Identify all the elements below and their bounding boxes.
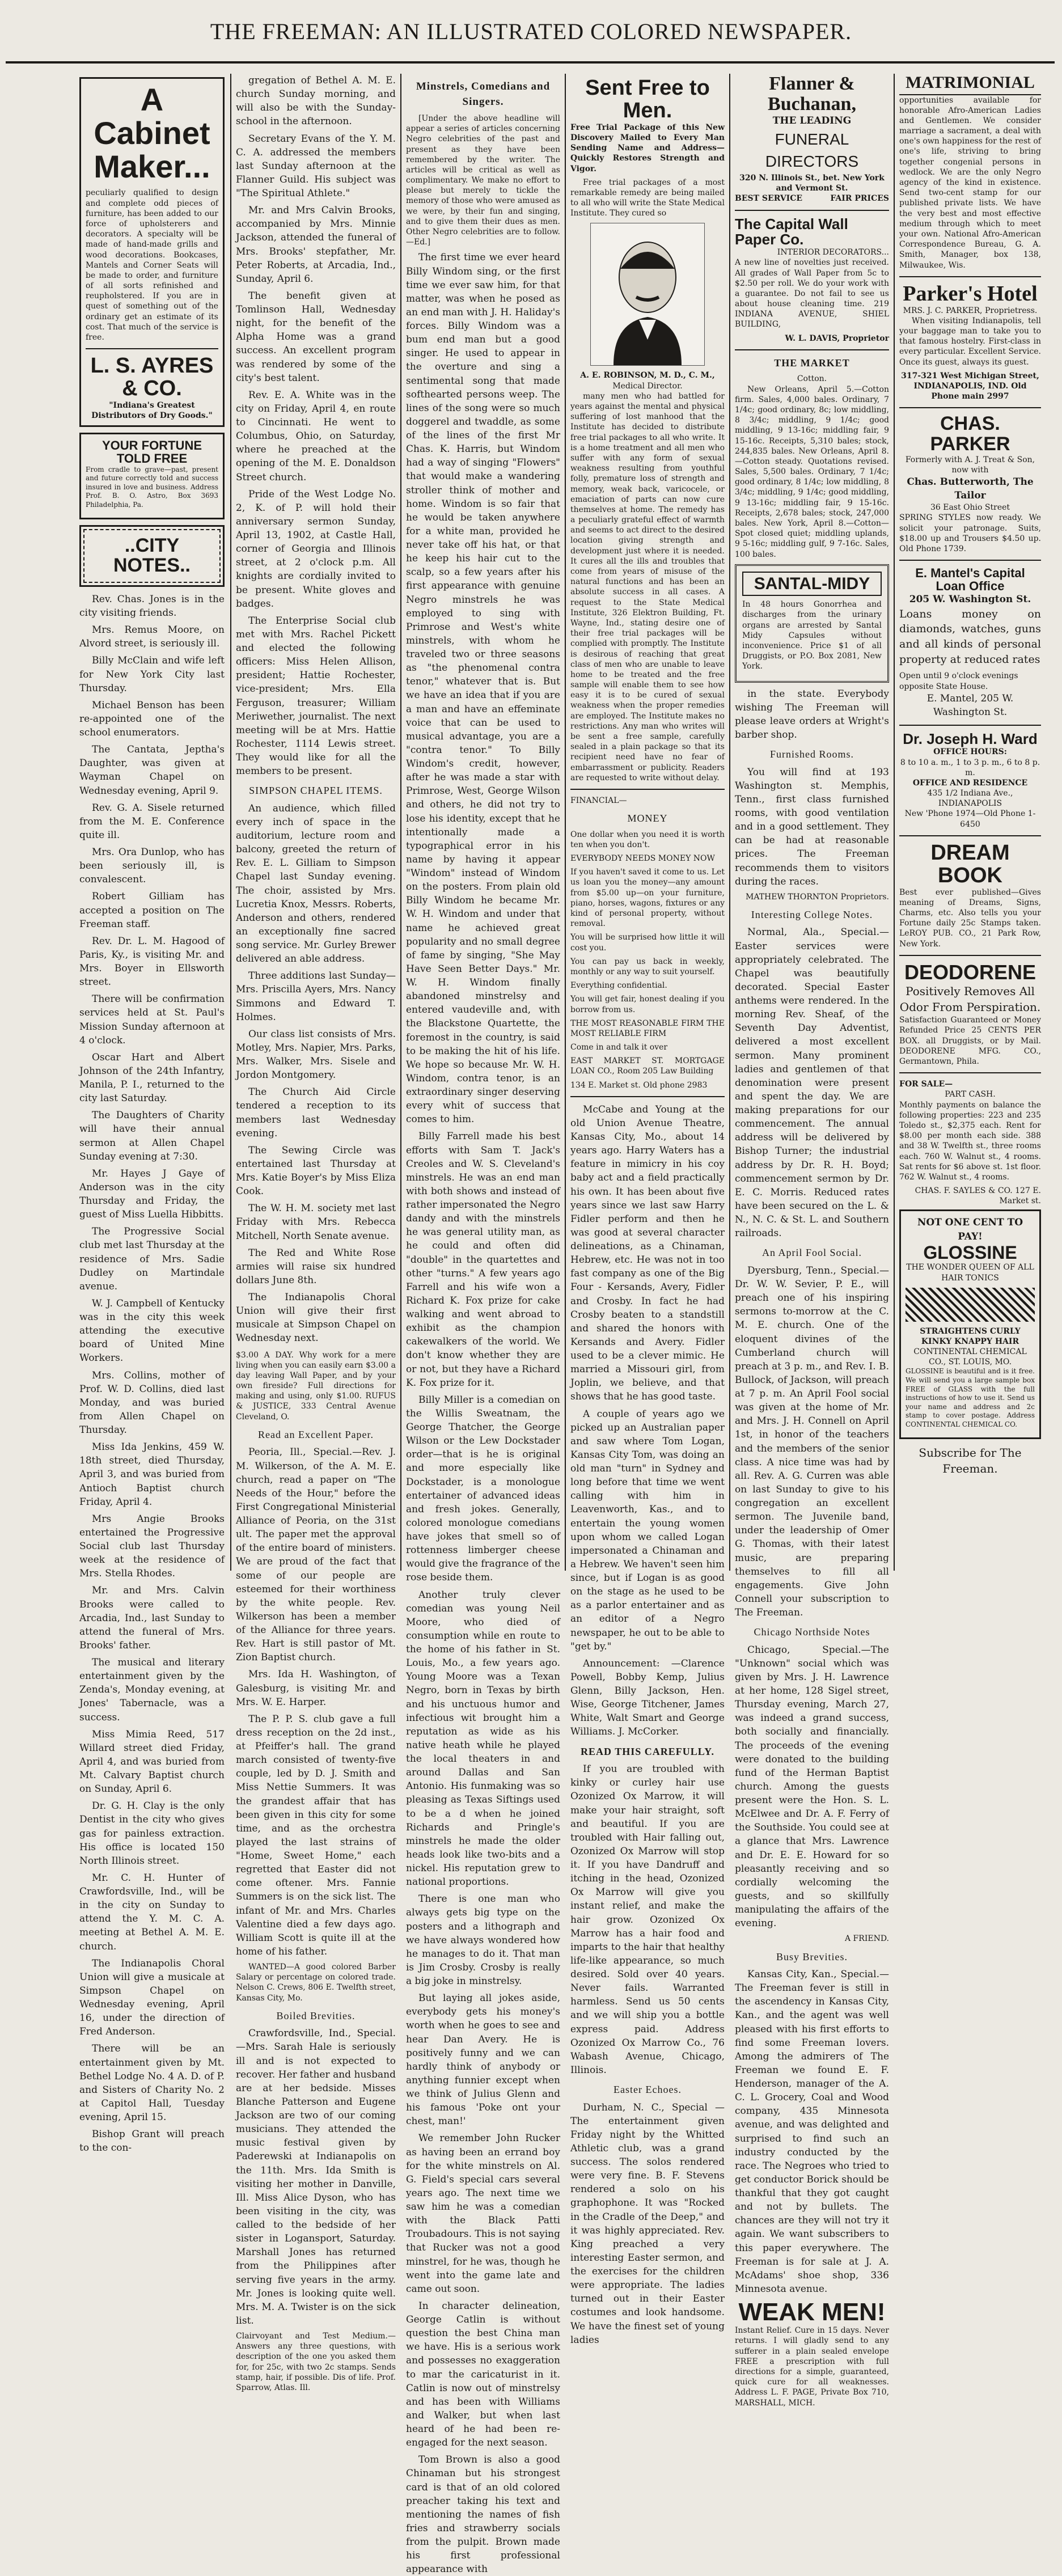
city-note: Rev. Chas. Jones is in the city visiting friends. xyxy=(79,593,225,619)
city-note: Mrs. Ora Dunlop, who has been seriously ill, is convalescent. xyxy=(79,847,225,886)
city-note: The Daughters of Charity will have their annual sermon at Allen Chapel Sunday evening at 7:30. xyxy=(79,1110,225,1162)
excellent-paper-heading: Read an Excellent Paper. xyxy=(258,1428,374,1440)
sent-free-text: Free trial packages of a most remarkable remedy are being mailed to all who will write the State Medical Institute. They cured so xyxy=(570,177,725,218)
deodorene-text: Satisfaction Guaranteed or Money Refunded Price 25 CENTS PER BOX. all Druggists, or by Mail. DEODORENE MFG. CO., Germantown, Phila. xyxy=(899,1016,1041,1067)
minstrels-paragraph: In character delineation, George Catlin is without question the best China man we have. His is a serious work and possesses no exaggeration to mar the caricaturist in it. Catlin is now out of minstrelsy and has been with Williams and Walker, but when last heard of he had been re-engaged for the next season. xyxy=(406,2300,560,2449)
city-note: Mr. and Mrs. Calvin Brooks were called to Arcadia, Ind., last Sunday to attend the funeral of Mrs. Brooks' father. xyxy=(79,1585,225,1651)
column-3 xyxy=(406,74,560,2575)
money-line: One dollar when you need it is worth ten when you don't. xyxy=(570,830,725,849)
flanner-title: Flanner & Buchanan, xyxy=(768,73,856,115)
money-ad xyxy=(570,830,725,1090)
city-note: Miss Ida Jenkins, 459 W. 18th street, died Thursday, April 3, and was buried from Antioch Baptist church Friday, April 4. xyxy=(79,1441,225,1508)
ward-phone: New 'Phone 1974—Old Phone 1-6450 xyxy=(904,809,1036,829)
busy-brevities-text: Kansas City, Kan., Special.—The Freeman fever is still in the ascendency in Kansas City, Kan., and the agent was well pleased with his first efforts to find some Freeman lovers. Among the admirers of The Freeman we found E. F. Henderson, manager of the A. C. L. Grocery, Coal and Wood company, 435 Minnesota avenue, and was delighted and surprised to find such an industry conducted by the race. The Negroes who tried to get conductor Borick should be thankful that they got caught and not by bullets. The chances are they will not try it again. We want subscribers to this paper everywhere. The Freeman is for sale at J. A. McAdams' shoe shop, 336 Minnesota avenue. xyxy=(735,1969,889,2295)
financial-label: FINANCIAL— xyxy=(570,796,627,805)
chas-parker-text-2: SPRING STYLES now ready. We solicit your patronage. Suits, $18.00 up and Trousers $4.50 up. Old Phone 1739. xyxy=(899,513,1041,554)
for-sale-signature: CHAS. F. SAYLES & CO. 127 E. Market st. xyxy=(915,1186,1041,1206)
city-note: Rev. Dr. L. M. Hagood of Paris, Ky., is visiting Mr. and Mrs. Boyer in Ellsworth street. xyxy=(79,935,225,988)
parker-hotel-address: 317-321 West Michigan Street, INDIANAPOLIS, IND. Old Phone main 2997 xyxy=(901,371,1039,401)
mantel-loan-text: Loans money on diamonds, watches, guns and all kinds of personal property at reduced rates xyxy=(899,607,1041,666)
paper-item: Peoria, Ill., Special.—Rev. J. M. Wilkerson, of the A. M. E. church, read a paper on "The Needs of the Hour," before the First Congregational Ministerial Alliance of Peoria, on the 31st ult. The paper met the approval of the entire board of ministers. We are proud of the fact that some of our people are esteemed for their worthiness by the white people. Rev. Wilkerson has been a member of the Alliance for three years. Rev. Hart is still pastor of Mt. Zion Baptist church. xyxy=(236,1446,396,1664)
glossine-before-after: STRAIGHTENS CURLY KINKY KNAPPY HAIR xyxy=(920,1326,1021,1346)
ward-hours-heading: OFFICE HOURS: xyxy=(933,747,1007,757)
city-note: Michael Benson has been re-appointed one of the school enumerators. xyxy=(79,699,225,739)
city-note: The Cantata, Jeptha's Daughter, was given at Wayman Chapel on Wednesday evening, April 9. xyxy=(79,744,225,797)
city-note: Mr. C. H. Hunter of Crawfordsville, Ind., will be in the city on Sunday to attend the Y. M. C. A. meeting at Bethel A. M. E. church. xyxy=(79,1872,225,1952)
mantel-loan-hours: Open until 9 o'clock evenings opposite State House. xyxy=(899,671,1018,691)
fortune-ad xyxy=(79,433,225,519)
simpson-chapel-items xyxy=(236,802,396,1346)
simpson-chapel-heading: SIMPSON CHAPEL ITEMS. xyxy=(249,785,383,797)
minstrels-article-continued xyxy=(570,1103,725,1739)
city-note: Oscar Hart and Albert Johnson of the 24th Infantry, Manila, P. I., returned to the city last Saturday. xyxy=(79,1051,225,1105)
glossine-tagline: THE WONDER QUEEN OF ALL HAIR TONICS xyxy=(906,1263,1034,1283)
ayres-name: L. S. AYRES & CO. xyxy=(90,354,214,401)
news-items-top xyxy=(236,74,396,778)
easter-echoes-text: Durham, N. C., Special —The entertainment given Friday night by the Whitted Athletic club, was a grand success. The solos rendered were very fine. B. F. Stevens rendered a solo on his graphophone. It was "Rocked in the Cradle of the Deep," and it was highly appreciated. Rev. King preached a very interesting Easter sermon, and the exercises for the children were appropriate. The ladies turned out in their Easter costumes and look handsome. We have the finest set of young ladies xyxy=(570,2101,725,2346)
fortune-title: YOUR FORTUNE TOLD FREE xyxy=(102,438,202,466)
glossine-heading: NOT ONE CENT TO PAY! xyxy=(917,1217,1023,1242)
ward-office: OFFICE AND RESIDENCE xyxy=(912,778,1028,788)
city-note: Mrs Angie Brooks entertained the Progressive Social club last Thursday week at the residence of Mrs. Stella Rhodes. xyxy=(79,1513,225,1580)
matrimonial-text: opportunities available for honorable Afro-American Ladies and Gentlemen. We consider marriage a sacrament, a deal with one's own happiness for the rest of one's life, striving to bring together congenial persons in wedlock. We are the only Negro agency of the kind in existence. Send two-cent stamp for our published private lists. We have the very best and most effective medium through which to meet your own. National Afro-American Correspondence Bureau, G. A. Smith, Manager, box 138, Milwaukee, Wis. xyxy=(899,95,1041,270)
wall-paper-interior: INTERIOR DECORATORS... xyxy=(777,248,889,257)
college-notes-heading: Interesting College Notes. xyxy=(751,908,873,920)
market-heading: THE MARKET xyxy=(774,357,850,369)
market-subheading: Cotton. xyxy=(797,374,827,384)
for-sale-subheading: PART CASH. xyxy=(945,1090,996,1099)
furnished-rooms-signature: MATHEW THORNTON Proprietors. xyxy=(746,892,889,902)
matrimonial-title: MATRIMONIAL xyxy=(899,74,1041,95)
money-line: You will be surprised how little it will cost you. xyxy=(570,933,725,953)
minstrels-heading: Minstrels, Comedians and Singers. xyxy=(416,81,551,108)
city-note: W. J. Campbell of Kentucky was in the city this week attending the executive board of United Mine Workers. xyxy=(79,1297,225,1364)
parker-hotel-text: When visiting Indianapolis, tell your baggage man to take you to that famous hostelry. First-class in every particular. Excellent Service. Once its guest, always its guest. xyxy=(899,316,1041,367)
money-line: EVERYBODY NEEDS MONEY NOW xyxy=(570,854,715,864)
column-1 xyxy=(79,74,225,2154)
freeman-orders-text: in the state. Everybody wishing The Freeman will please leave orders at Wright's barber shop. xyxy=(735,688,889,741)
for-sale-heading: FOR SALE— xyxy=(899,1080,953,1089)
chas-parker-firm: Chas. Butterworth, The Tailor xyxy=(907,476,1034,502)
wall-paper-owner: W. L. DAVIS, Proprietor xyxy=(785,333,889,343)
chicago-notes-text: Chicago, Special.—The "Unknown" social which was given by Mrs. J. H. Lawrence at her home, 128 Sigel street, Thursday evening, March 27, was indeed a grand success, both socially and financially. The proceeds of the evening were donated to the building fund of the Herman Baptist church. Among the guests present were the Hon. S. L. McElwee and Dr. A. F. Ferry of the Southside. You could see at a glance that Mrs. Lawrence and Dr. E. E. Howard for so pleasantly receiving and so cordially welcoming the guests, and so skillfully manipulating the affairs of the evening. xyxy=(735,1644,889,1930)
ward-hours: 8 to 10 a. m., 1 to 3 p. m., 6 to 8 p. m. xyxy=(900,758,1040,777)
masthead: THE FREEMAN: AN ILLUSTRATED COLORED NEWSPAPER. xyxy=(210,19,852,44)
chas-parker-text: Formerly with A. J. Treat & Son, now with xyxy=(905,455,1035,475)
glossine-ad xyxy=(899,1209,1041,1439)
news-item: The Enterprise Social club met with Mrs. Rachel Pickett and elected the following officers: Miss Helen Allison, president; Hattie Rochester, vice-president; Mrs. Ella Ferguson, treasurer; William Meriwether, journalist. The next meeting will be at Mrs. Hattie Rochester, 1114 Lewis street. They would like for all the members to be present. xyxy=(236,615,396,777)
parker-hotel-owner: MRS. J. C. PARKER, Proprietress. xyxy=(903,306,1038,315)
column-6 xyxy=(899,74,1041,1571)
city-note: There will be confirmation services held at St. Paul's Mission Sunday afternoon at 4 o'clock. xyxy=(79,993,225,1046)
ward-address: 435 1/2 Indiana Ave., INDIANAPOLIS xyxy=(927,789,1013,809)
simpson-item: The Sewing Circle was entertained last Thursday at Mrs. Katie Boyer's by Miss Eliza Cook. xyxy=(236,1144,396,1198)
city-note: Robert Gilliam has accepted a position on The Freeman staff. xyxy=(79,891,225,930)
city-note: Billy McClain and wife left for New York City last Thursday. xyxy=(79,655,225,694)
santal-midy-ad xyxy=(735,564,889,683)
news-item: The benefit given at Tomlinson Hall, Wednesday night, for the benefit of the Alpha Home was a grand success. An excellent program was rendered by some of the city's best talent. xyxy=(236,290,396,384)
simpson-item: The Indianapolis Choral Union will give their first musicale at Simpson Chapel on Wednesday next. xyxy=(236,1292,396,1344)
masthead-rule xyxy=(6,61,1055,64)
chicago-notes-signature: A FRIEND. xyxy=(845,1934,889,1944)
glossine-company: CONTINENTAL CHEMICAL CO., ST. LOUIS, MO. xyxy=(913,1347,1027,1367)
fortune-text: From cradle to grave—past, present and future correctly told and success insured in love and business. Address Prof. B. O. Astro, Box 3693 Philadelphia, Pa. xyxy=(86,465,218,509)
city-note: Bishop Grant will preach to the con- xyxy=(79,2129,225,2154)
subscribe-line: Subscribe for The Freeman. xyxy=(919,1445,1022,1475)
minstrels-paragraph: Another truly clever comedian was young Neil Moore, who died of consumption while en route to the home of his father in St. Louis, Mo., a few years ago. Young Moore was a Texan Negro, born in Texas by birth and his unctuous humor and infectious wit brought him a reputation as wide as his native heath while he played the local theaters in and around Dallas and San Antonio. His funmaking was so pleasing as Texas Siftings used to be a d when he joined Richards and Pringle's minstrels he made the older heads look like two-bits and a nickel. His reputation grew to national proportions. xyxy=(406,1589,560,1888)
mantel-loan-signature: E. Mantel, 205 W. Washington St. xyxy=(926,692,1014,718)
dream-book-text: Best ever published—Gives meaning of Dreams, Signs, Charms, etc. Also tells you your Fortune daily 25c Stamps taken. LeROY PUB. CO., 21 Park Row, New York. xyxy=(899,887,1041,949)
read-carefully-heading: READ THIS CAREFULLY. xyxy=(581,1745,714,1757)
parker-hotel-title: Parker's Hotel xyxy=(903,281,1038,306)
glossine-text: GLOSSINE is beautiful and is it free. We will send you a large sample box FREE of GLASS with the full instructions of how to use it. Send us your name and address and 2c stamp to cover postage. Address CONTINENTAL CHEMICAL CO. xyxy=(906,1367,1035,1429)
minstrels-intro: [Under the above headline will appear a series of articles concerning Negro celebrities of the past and present as they have been remembered by the writer. The articles will be critical as well as complimentary. We make no effort to please but merely to tickle the memory of those who were amused as we were, by their fun and singing, and to give them their dues as men. Other Negro celebrities are to follow.—Ed.] xyxy=(406,113,560,247)
deodorene-subtitle: Positively Removes All Odor From Perspiration. xyxy=(899,984,1041,1014)
dream-book-title: DREAM BOOK xyxy=(930,840,1010,887)
minstrels-paragraph: Tom Brown is also a good Chinaman but his strongest card is that of an old colored preacher taking his text and mentioning the names of fish fries and strawberry socials from the pulpit. Brown made his first professional appearance with xyxy=(406,2454,560,2575)
simpson-item: The W. H. M. society met last Friday with Mrs. Rebecca Mitchell, North Senate avenue. xyxy=(236,1203,396,1242)
furnished-rooms-heading: Furnished Rooms. xyxy=(769,748,854,760)
money-line: THE MOST REASONABLE FIRM THE MOST RELIABLE FIRM xyxy=(570,1018,725,1038)
weak-men-text: Instant Relief. Cure in 15 days. Never returns. I will gladly send to any sufferer in a plain sealed envelope FREE a prescription with full directions for a simple, guaranteed, quick cure for all weaknesses. Address L. F. PAGE, Private Box 710, MARSHALL, MICH. xyxy=(735,2326,889,2408)
city-notes-banner xyxy=(79,525,225,587)
money-line: You can pay us back in weekly, monthly or any way to suit yourself. xyxy=(570,957,725,976)
ayres-tagline: "Indiana's Greatest Distributors of Dry Goods." xyxy=(91,400,213,421)
santal-midy-text: In 48 hours Gonorrhea and discharges from the urinary organs are arrested by Santal Midy Capsules without inconvenience. Price $1 of all Druggists, or P.O. Box 2081, New York. xyxy=(742,600,882,671)
minstrels-paragraph: Billy Farrell made his best efforts with Sam T. Jack's Creoles and W. S. Cleveland's minstrels. He was an end man with both shows and instead of rather impersonated the Negro dandy and with the minstrels he was general utility man, as he could and often did "double" in the quartettes and other "turns." A few years ago Farrell and his wife won a Richard K. Fox prize for cake walking and went abroad to exhibit as the champion cakewalkers of the world. We don't know whether they are or not, but they have a Richard K. Fox prize for it. xyxy=(406,1131,560,1389)
ox-marrow-text: If you are troubled with kinky or curley hair use Ozonized Ox Marrow, it will make your hair straight, soft and beautiful. If you are troubled with Hair falling out, Ozonized Ox Marrow will stop it. If you have Dandruff and itching in the head, Ozonized Ox Marrow will give you instant relief, and make the hair grow. Ozonized Ox Marrow has a hair food and imparts to the hair that healthy life-like appearance, so much desired. Sold over 40 years. Never fails. Warranted harmless. Send us 50 cents and we will ship you a bottle express paid. Address Ozonized Ox Marrow Co., 76 Wabash Avenue, Chicago, Illinois. xyxy=(570,1763,725,2076)
wall-paper-title: The Capital Wall Paper Co. xyxy=(735,215,848,248)
simpson-item: Three additions last Sunday—Mrs. Priscilla Ayers, Mrs. Nancy Simmons and Edward T. Holmes. xyxy=(236,970,396,1023)
minstrels-paragraph: But laying all jokes aside, everybody gets his money's worth when he goes to see and hear Dan Avery. He is positively funny and we can hardly think of anybody or anything funnier except when we think of Julius Glenn and his famous 'Poke ont your chest, man!' xyxy=(406,1993,560,2127)
city-note: The Indianapolis Choral Union will give a musicale at Simpson Chapel on Wednesday evening, April 16, under the direction of Fred Anderson. xyxy=(79,1957,225,2038)
excellent-paper-items xyxy=(236,1445,396,1959)
chas-parker-title: CHAS. PARKER xyxy=(930,413,1010,455)
money-line: Everything confidential. xyxy=(570,981,667,991)
news-item: gregation of Bethel A. M. E. church Sunday morning, and will also be with the Sunday-school in the afternoon. xyxy=(236,75,396,128)
column-rule xyxy=(894,74,895,1571)
city-note: The Progressive Social club met last Thursday at the residence of Mrs. Sadie Dudley on Martindale avenue. xyxy=(79,1226,225,1292)
cabinet-maker-text: peculiarly qualified to design and complete odd pieces of furniture, has been added to our force of upholsterers and decorators. A specialty will be made of hand-made grills and wood decorations. Bookcases, Mantels and Corner Seats will be made to order, and furniture of all sorts refinished and reupholstered. If you are in quest of something out of the ordinary get an estimate of its cost. That much of the service is free. xyxy=(86,188,218,342)
city-note: Mrs. Collins, mother of Prof. W. D. Collins, died last Monday, and was buried from Allen Chapel on Thursday. xyxy=(79,1369,225,1436)
busy-brevities-heading: Busy Brevities. xyxy=(776,1951,848,1962)
freeman-orders xyxy=(735,687,889,742)
city-note: Miss Mimia Reed, 517 Willard street died Friday, April 4, and was buried from Mt. Calvary Baptist church on Sunday, April 6. xyxy=(79,1728,225,1795)
city-note: Mrs. Remus Moore, on Alvord street, is seriously ill. xyxy=(79,624,225,650)
cabinet-maker-ad xyxy=(79,77,225,427)
sent-free-text-continued: many men who had battled for years against the mental and physical suffering of lost manhood that the Institute has decided to distribute free trial packages to all who write. It is a home treatment and all men who suffer with any form of sexual weakness resulting from youthful folly, premature loss of strength and memory, weak back, varicocele, or emaciation of parts can now cure themselves at home. The remedy has a peculiarly grateful effect of warmth and seems to act direct to the desired location giving strength and development just where it is needed. It cures all the ills and troubles that come from years of misuse of the natural functions and has been an absolute success in all cases. A request to the State Medical Institute, 326 Elektron Building, Ft. Wayne, Ind., stating desire one of their free trial packages will be complied with promptly. The Institute is desirous of reaching that great class of men who are unable to leave home to be treated and the free sample will enable them to see how easy it is to be cured of sexual weakness when the proper remedies are employed. The Institute makes no restrictions. Any man who writes will be sent a free sample, carefully sealed in a plain package so that its recipient need have no fear of embarrassment or publicity. Readers are requested to write without delay. xyxy=(570,391,725,782)
paper-item: The P. P. S. club gave a full dress reception on the 2d inst., at Pfeiffer's hall. The grand march consisted of twenty-five couple, led by D. J. Smith and Miss Nettie Summers. It was the grandest affair that has been given in this city for some time, and as the orchestra played the last strains of "Home, Sweet Home," each regretted that Easter did not come oftener. Mrs. Fannie Summers is on the sick list. The infant of Mr. and Mrs. Charles Valentine died a few days ago. William Scott is quite ill at the home of his father. xyxy=(236,1713,396,1957)
news-item: Rev. E. A. White was in the city on Friday, April 4, en route to Cincinnati. He went to Columbus, Ohio, on Saturday, where he preached at the opening of the M. E. Donaldson Street church. xyxy=(236,389,396,483)
mantel-loan-title: E. Mantel's Capital Loan Office xyxy=(915,566,1025,594)
weak-men-title: WEAK MEN! xyxy=(738,2298,886,2327)
flanner-address: 320 N. Illinois St., bet. New York and Vermont St. xyxy=(739,174,885,193)
column-4 xyxy=(570,74,725,2346)
city-note: The musical and literary entertainment given by the Zenda's, Monday evening, at Jones' Tabernacle, was a success. xyxy=(79,1657,225,1723)
money-line: If you haven't saved it come to us. Let us loan you the money—any amount from $5.00 up—on your furniture, piano, horses, wagons, fixtures or any kind of personal property, without removal. xyxy=(570,868,725,929)
cabinet-maker-title: A Cabinet Maker... xyxy=(94,82,210,184)
column-5 xyxy=(735,73,889,2408)
city-note: Rev. G. A. Sisele returned from the M. E. Conference quite ill. xyxy=(79,802,225,841)
flanner-best-service: BEST SERVICE xyxy=(735,194,803,204)
money-line: EAST MARKET ST. MORTGAGE LOAN CO., Room 205 Law Building xyxy=(570,1056,725,1076)
doctor-caption-name: A. E. ROBINSON, M. D., C. M., xyxy=(580,371,715,380)
city-note: There will be an entertainment given by Mt. Bethel Lodge No. 4 A. D. of P. and Sisters of Charity No. 2 at Capitol Hall, Tuesday evening, April 15. xyxy=(79,2043,225,2124)
three-dollar-ad: $3.00 A DAY. Why work for a mere living when you can easily earn $3.00 a day leaving Wall Paper, and by your own fireside? Full directions for making and using, only $1.00. RUFUS & JUSTICE, 333 Central Avenue Cleveland, O. xyxy=(236,1350,396,1422)
simpson-item: The Church Aid Circle tendered a reception to its members last Wednesday evening. xyxy=(236,1086,396,1139)
barber-wanted-ad: WANTED—A good colored Barber Salary or percentage on colored trade. Nelson C. Crews, 806 E. Twelfth street, Kansas City, Mo. xyxy=(236,1962,396,2003)
glossine-title: GLOSSINE xyxy=(923,1242,1017,1263)
april-fool-text: Dyersburg, Tenn., Special.—Dr. W. W. Sevier, P. E., will preach one of his inspiring sermons to-morrow at the C. M. E. church. One of the eloquent divines of the Cumberland church will preach at 3 p. m., and Rev. I. B. Bullock, of Jackson, will preach at 7 p. m. An April Fool social was given at the home of Mr. and Mrs. J. H. Connell on April 1st, in honor of the teachers and the members of the senior class. A nice time was had by all. Rev. A. G. Curren was able on last Sunday to give to his congregation an excellent sermon. The Juvenile band, under the leadership of Omer G. Thomas, with their latest music, are preparing themselves to fill all engagements. Give John Connell your subscription to The Freeman. xyxy=(735,1264,889,1619)
news-item: Pride of the West Lodge No. 2, K. of P. will hold their anniversary sermon Sunday, April 13, 1902, at Castle Hall, corner of Georgia and Illinois street, at 2 o'clock p.m. All knights are cordially invited to be present. White gloves and badges. xyxy=(236,488,396,610)
minstrels-paragraph: The first time we ever heard Billy Windom sing, or the first time we ever saw him, for that matter, was when he posed as an end man with J. H. Haliday's forces. Billy Windom was a bum end man but a good singer. He used to appear in the overture and sing a sentimental song that made softhearted persons weep. The lines of the song were so much doggerel and twaddle, as some of the lines of the first Mr Chas. K. Harris, but Windom had a way of singing "Flowers" that would make a wandering stroller think of mother and home. Windom is so fair that he would be taken anywhere for a white man, provided he never take off his hat, or that he keep his hair cut to the scalp, so a few years after his first appearance with genuine Negro minstrels he was employed to sing with Primrose and West's white minstrels, with whom he traveled two or three seasons as "the phenomenal contra tenor," whatever that is. But we have an idea that if you are a man and have an effeminate voice that can be used to musical advantage, you are a "contra tenor." To Billy Windom's credit, however, after he was made a star with Primrose, West, George Wilson and others, he did not try to lose his identity, except that he intentionally made a typographical error in his name by having it appear "Windom" instead of Windom on the posters. From plain old Billy Windom he became Mr. W. H. Windom and under that name he achieved great popularity and no small degree of fame by singing, "She May Have Seen Better Days." Mr. W. H. Windom finally abandoned minstrelsy and entered vaudeville and, with the Blackstone Quartette, the foremost in the country, is said to be making the hit of his life. We hope so because Mr. W. H. Windom, contra tenor, is an extraordinary singer deserving every whit of success that comes to him. xyxy=(406,252,560,1126)
easter-echoes-heading: Easter Echoes. xyxy=(613,2084,682,2095)
column-rule xyxy=(565,74,566,1571)
minstrels-paragraph: There is one man who always gets big type on the posters and a lithograph and we have always wondered how he manages to do it. That man is Jim Crosby. Crosby is really a big joke in minstrelsy. xyxy=(406,1893,560,1987)
glossine-illustration xyxy=(906,1288,1035,1322)
simpson-item: The Red and White Rose armies will raise six hundred dollars June 8th. xyxy=(236,1247,396,1286)
minstrels-paragraph: We remember John Rucker as having been an errand boy for the white minstrels on Al. G. Field's special cars several years ago. The next time we saw him he was a comedian with the Black Patti Troubadours. This is not saying that Rucker was not a good minstrel, for he was, though he went into the game late and came out soon. xyxy=(406,2133,560,2295)
money-line: Come in and talk it over xyxy=(570,1043,668,1052)
doctor-caption-role: Medical Director. xyxy=(612,381,683,391)
chas-parker-address: 36 East Ohio Street xyxy=(930,503,1010,513)
city-note: Dr. G. H. Clay is the only Dentist in the city who gives gas for painless extraction. His office is located 150 North Illinois street. xyxy=(79,1800,225,1867)
money-line: You will get fair, honest dealing if you borrow from us. xyxy=(570,995,725,1014)
city-note: Mr. Hayes J Gaye of Anderson was in the city Thursday and Friday, the guest of Miss Luella Hibbitts. xyxy=(79,1168,225,1221)
ward-title: Dr. Joseph H. Ward xyxy=(903,730,1038,748)
column-rule xyxy=(400,74,401,1571)
market-text: New Orleans, April 5.—Cotton firm. Sales, 4,000 bales. Ordinary, 7 1/4c; good ordinary, 8c; low middling, 8 3/4c; middling, 9 1/4c; good middling, 9 13-16c; middling fair, 9 15-16c. Receipts, 5,310 bales; stock, 244,835 bales. New Orleans, April 8.—Cotton steady. Quotations revised. Sales, 5,500 bales. Ordinary, 7 1/4c; good ordinary, 8 1/4c; low middling, 8 3/4c; middling, 9 1/4c; good middling, 9 13-16c; middling fair, 9 15-16c. Receipts, 2,678 bales; stock, 247,000 bales. New York, April 8.—Cotton—Spot closed quiet; middling uplands, 9 5-16c; middling gulf, 9 7-16c. Sales, 100 bales. xyxy=(735,384,889,559)
flanner-leading: THE LEADING xyxy=(772,115,852,127)
simpson-item: Our class list consists of Mrs. Motley, Mrs. Napier, Mrs. Parks, Mrs. Walker, Mrs. Sisele and Jordon Montgomery. xyxy=(236,1028,396,1081)
flanner-fair-prices: FAIR PRICES xyxy=(830,194,889,204)
column-2 xyxy=(236,74,396,2393)
chicago-notes-heading: Chicago Northside Notes xyxy=(754,1626,870,1638)
money-line: 134 E. Market st. Old phone 2983 xyxy=(570,1080,708,1090)
city-notes-title: ..CITY NOTES.. xyxy=(113,534,191,577)
minstrels-article xyxy=(406,251,560,2576)
minstrels-paragraph: Billy Miller is a comedian on the Willis Sweatnam, the George Thatcher, the George Wilson or the Lew Dockstader order—that is he is original and more especially like Dockstader, is a monologue entertainer of advanced ideas and fresh jokes. Generally, colored monologue comedians have jokes that smell so of rottenness limberger cheese would give the fragrance of the rose beside them. xyxy=(406,1394,560,1584)
minstrels-paragraph: Announcement: —Clarence Powell, Bobby Kemp, Julius Glenn, Billy Jackson, Hen. Wise, George Titchener, James White, Walt Smart and George Williams. J. McCorker. xyxy=(570,1657,725,1738)
column-rule xyxy=(230,74,231,1571)
sent-free-title: Sent Free to Men. xyxy=(585,76,710,122)
santal-midy-title: SANTAL-MIDY xyxy=(742,572,882,597)
news-item: Mr. and Mrs Calvin Brooks, accompanied by Mrs. Minnie Jackson, attended the funeral of Mrs. Brooks' stepfather, Mr. Peter Roberts, at Arcadia, Ind., Sunday, April 6. xyxy=(236,205,396,285)
boiled-brevities-heading: Boiled Brevities. xyxy=(276,2010,356,2021)
furnished-rooms-text: You will find at 193 Washington st. Memphis, Tenn., first class furnished rooms, with good ventilation and in a good settlement. They can be had at reasonable prices. The Freeman recommends them to visitors during the races. xyxy=(735,766,889,887)
flanner-funeral-directors: FUNERAL DIRECTORS xyxy=(765,130,859,171)
paper-item: Mrs. Ida H. Washington, of Galesburg, is visiting Mr. and Mrs. W. E. Harper. xyxy=(236,1669,396,1708)
simpson-item: An audience, which filled every inch of space in the auditorium, lecture room and balcony, greeted the return of Rev. E. L. Gilliam to Simpson Chapel last Sunday evening. The choir, assisted by Mrs. Lucretia Knox, Messrs. Roberts, Anderson and others, rendered an exceptionally fine sacred song service. Mr. Gurley Brewer delivered an able address. xyxy=(236,802,396,965)
sent-free-subtitle: Free Trial Package of this New Discovery Mailed to Every Man Sending Name and Address—Quickly Restores Strength and Vigor. xyxy=(570,122,725,174)
mantel-loan-address: 205 W. Washington St. xyxy=(909,594,1031,606)
city-notes-list xyxy=(79,593,225,2155)
minstrels-paragraph: A couple of years ago we picked up an Australian paper and saw where Tom Logan, Kansas City Tom, was doing an old man "turn" in Sydney and long before that time we went calling with him in Leavenworth, Kas., and to entertain the young women upon whom we called Logan impersonated a Chinaman and a Hebrew. We haven't seen him since, but if Logan is as good on the stage as he used to be as a parlor entertainer and as an editor of a Negro newspaper, he out to be able to "get by." xyxy=(570,1408,725,1652)
boiled-brevities-text: Crawfordsville, Ind., Special.—Mrs. Sarah Hale is seriously ill and is not expected to recover. Her father and husband are at her bedside. Misses Blanche Patterson and Eugene Jackson are two of our coming musicians. They attended the music festival given by Paderewski at Indianapolis on the 11th. Mrs. Ida Smith is visiting her mother in Danville, Ill. Miss Alice Dyson, who has been visiting in the city, was called to the bedside of her sister in Logansport, Saturday. Marshall Jones has returned from the Philippines after serving five years in the army. Mr. Jones is looking quite well. Mrs. M. A. Twister is on the sick list. xyxy=(236,2028,396,2327)
minstrels-paragraph: McCabe and Young at the old Union Avenue Theatre, Kansas City, Mo., about 14 years ago. Harry Waters has a feature in mimicry in his coy baby act and a field practically his own. It has been about five years since we last saw Harry Fidler perform and then he was good at several character delineations, as a Chinaman, Hebrew, etc. He was not in too fast company as one of the Big Four - Kersands, Avery, Fidler and Crosby. In fact he had Crosby beaten to a standstill and shared the honors with Kersands and Avery. Fidler used to be a clever mimic. He married a Missouri girl, from Joplin, we believe, and that shows that he has good taste. xyxy=(570,1103,725,1403)
wall-paper-text: A new line of novelties just received. All grades of Wall Paper from 5c to $2.50 per roll. We do your work with a guarantee. Do not fail to see us about house cleaning time. 219 INDIANA AVENUE, SHIEL BUILDING, xyxy=(735,258,889,329)
for-sale-text: Monthly payments on balance the following properties: 223 and 235 Toledo st., $2,375 each. Rent for $8.00 per month each side. 388 and 38 W. Twelfth st., three rooms each. 760 W. Walnut st., 4 rooms. Sat rents for $6 above st. 1st floor. 762 W. Walnut st., 4 rooms. xyxy=(899,1100,1041,1182)
clairvoyant-ad: Clairvoyant and Test Medium.—Answers any three questions, with description of the one you asked them for, for 25c, with two 2c stamps. Sends stamp, hair, if possible. Dis of life. Prof. Sparrow, Atlas. Ill. xyxy=(236,2332,396,2393)
news-item: Secretary Evans of the Y. M. C. A. addressed the members last Sunday afternoon at the Flanner Guild. His subject was "The Spiritual Athlete." xyxy=(236,133,396,199)
deodorene-title: DEODORENE xyxy=(904,960,1036,984)
doctor-portrait xyxy=(590,223,705,366)
college-notes-text: Normal, Ala., Special.—Easter services were appropriately celebrated. The Chapel was beautifully decorated. Special Easter anthems were rendered. In the morning Rev. Sheaf, of the Seventh Day Adventist, delivered a most excellent sermon. Many prominent ladies and gentlemen of that denomination were present and spent the day. We are making preparations for our commencement. The annual address will be delivered by Bishop Turner; the industrial address by Dr. R. H. Boyd; commencement sermon by Dr. E. C. Morris. Reduced rates have been secured on the L. & N., N. C. & St. L. and Southern railroads. xyxy=(735,927,889,1240)
money-heading: MONEY xyxy=(627,813,668,824)
april-fool-heading: An April Fool Social. xyxy=(761,1247,862,1259)
column-rule xyxy=(729,74,730,1571)
